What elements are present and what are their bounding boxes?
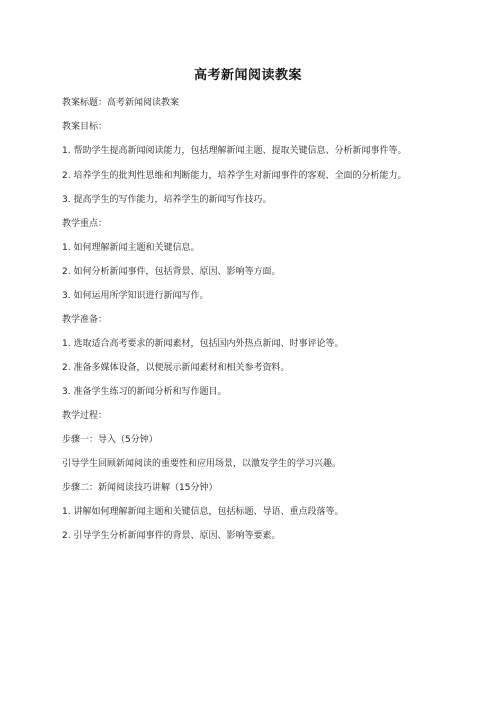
paragraph-process-heading: 教学过程： [62, 411, 108, 421]
paragraph-lesson-title: 教案标题：高考新闻阅读教案 [62, 98, 180, 108]
paragraph-step-2-heading: 步骤二：新闻阅读技巧讲解（15分钟） [62, 483, 218, 493]
paragraph-preparation-3: 3. 准备学生练习的新闻分析和写作题目。 [62, 387, 227, 397]
paragraph-step-2-item-2: 2. 引导学生分析新闻事件的背景、原因、影响等要素。 [62, 531, 281, 541]
paragraph-step-1-text: 引导学生回顾新闻阅读的重要性和应用场景，以激发学生的学习兴趣。 [62, 459, 342, 469]
paragraph-key-point-3: 3. 如何运用所学知识进行新闻写作。 [62, 291, 209, 301]
paragraph-preparation-1: 1. 选取适合高考要求的新闻素材，包括国内外热点新闻、时事评论等。 [62, 339, 344, 349]
document-title: 高考新闻阅读教案 [193, 68, 302, 83]
paragraph-step-2-item-1: 1. 讲解如何理解新闻主题和关键信息，包括标题、导语、重点段落等。 [62, 507, 344, 517]
paragraph-key-points-heading: 教学重点： [62, 219, 108, 229]
paragraph-objective-2: 2. 培养学生的批判性思维和判断能力，培养学生对新闻事件的客观、全面的分析能力。 [62, 170, 407, 181]
paragraph-objectives-heading: 教案目标： [62, 122, 108, 132]
paragraph-key-point-1: 1. 如何理解新闻主题和关键信息。 [62, 243, 200, 253]
paragraph-objective-1: 1. 帮助学生提高新闻阅读能力，包括理解新闻主题、提取关键信息、分析新闻事件等。 [62, 146, 407, 156]
paragraph-preparation-heading: 教学准备： [62, 315, 108, 325]
paragraph-step-1-heading: 步骤一：导入（5分钟） [62, 435, 158, 445]
document-body [62, 94, 438, 551]
paragraph-objective-3: 3. 提高学生的写作能力，培养学生的新闻写作技巧。 [62, 195, 272, 205]
paragraph-key-point-2: 2. 如何分析新闻事件，包括背景、原因、影响等方面。 [62, 267, 281, 277]
paragraph-preparation-2: 2. 准备多媒体设备，以便展示新闻素材和相关参考资料。 [62, 363, 290, 373]
